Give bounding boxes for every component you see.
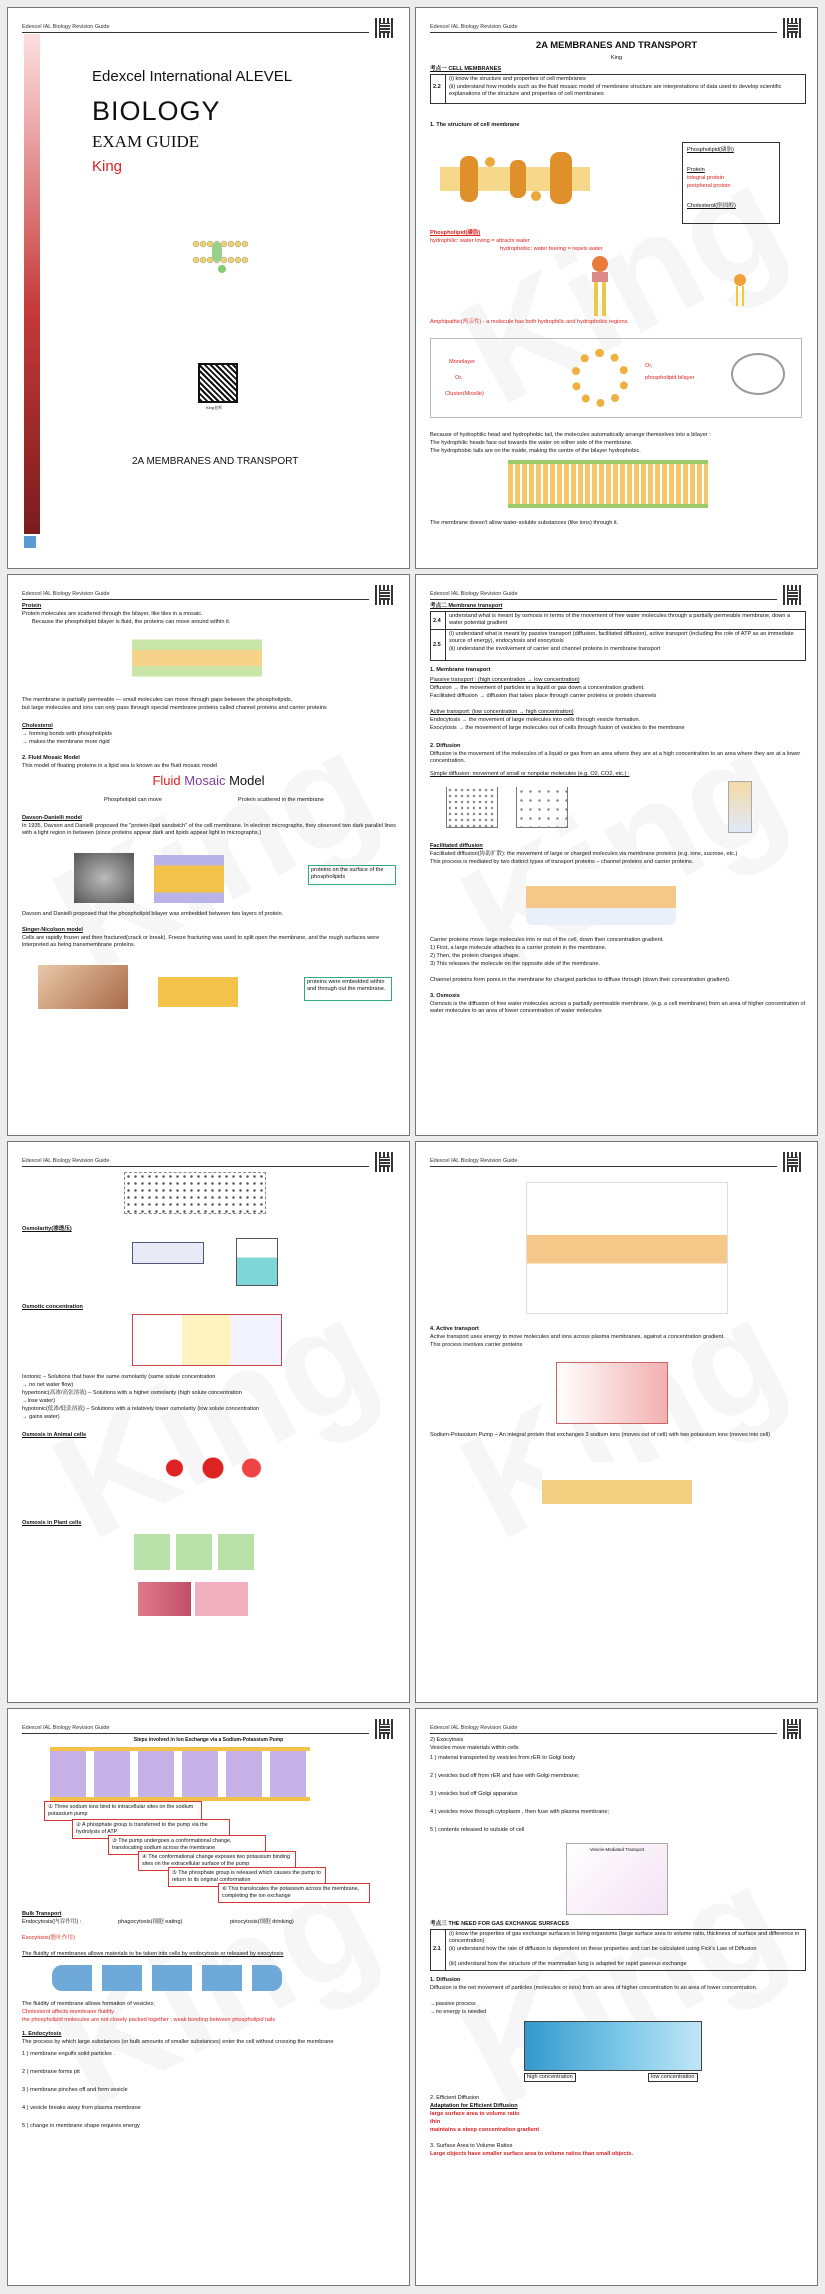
endocytosis-step: 2 ) membrane forms pit bbox=[22, 2069, 80, 2075]
page-header: Edexcel IAL Biology Revision Guide bbox=[430, 1158, 518, 1164]
page-header: Edexcel IAL Biology Revision Guide bbox=[430, 591, 518, 597]
active-carrier: This process involves carrier proteins bbox=[430, 1342, 523, 1348]
vesicle-formation-figure bbox=[52, 1965, 282, 1991]
passive-item: Facilitated diffusion → diffusion that takes place through carrier proteins or protein channels bbox=[430, 693, 657, 699]
fmm-text: This model of floating proteins in a lipid sea is known as the fluid mosaic model bbox=[22, 763, 218, 769]
spec-item: (i) know the structure and properties of cell membranes bbox=[449, 76, 586, 82]
exocytosis-step: 4 ) vesicles move through cytoplasm , then fuse with plasma membrane; bbox=[430, 1809, 610, 1815]
pinocytosis-label: pinocytosis(细胞 drinking) bbox=[230, 1919, 294, 1925]
active-item: Exocytosis → the movement of large molecules out of cells through fusion of vesicles to the membrane bbox=[430, 725, 685, 731]
qr-code bbox=[783, 585, 803, 605]
spec-number: 2.4 bbox=[433, 618, 441, 624]
fmm-mosaic: Mosaic bbox=[184, 773, 226, 788]
pump-step-2: ② A phosphate group is transferred to the pump via the hydrolysis of ATP bbox=[72, 1819, 230, 1839]
exocytosis-label: Exocytosis(胞吐作用) bbox=[22, 1935, 75, 1941]
cover-membrane-illustration bbox=[190, 236, 250, 276]
legend-box bbox=[682, 142, 780, 224]
sa-heading: 3. Surface Area to Volume Ratios bbox=[430, 2143, 513, 2149]
page-cover bbox=[7, 7, 410, 569]
cholesterol-point: → forming bonds with phospholipids bbox=[22, 731, 112, 737]
sn-text: Cells are rapidly frozen and then fractured(crack or break). Freeze fracturing was used to split open the membrane, and the rough surfaces were interpreted as being transmembrane proteins. bbox=[22, 935, 380, 949]
unit-label: 考点二 Membrane transport bbox=[430, 603, 503, 609]
figure-title: Vesicle-Mediated Transport bbox=[589, 1847, 645, 1852]
qr-code bbox=[375, 585, 395, 605]
u-tube bbox=[236, 1238, 278, 1286]
diffusion-heading: 1. Diffusion bbox=[430, 1977, 461, 1983]
carrier-step: 2) Then, the protein changes shape. bbox=[430, 953, 520, 959]
bilayer-paragraph: Because of hydrophilic head and hydrophobic tail, the molecules automatically arrange themselves into a bilayer : bbox=[430, 432, 711, 438]
legend-protein: Protein bbox=[687, 167, 705, 173]
fmm-model: Model bbox=[229, 773, 265, 788]
transport-overview-figure bbox=[526, 1182, 728, 1314]
legend-phospholipid: Phospholipid(磷脂) bbox=[687, 147, 734, 153]
cover-line1: Edexcel International ALEVEL bbox=[92, 68, 293, 85]
heading-transport: 1. Membrane transport bbox=[430, 667, 491, 673]
diffusion-point: →passive process bbox=[430, 2001, 476, 2007]
header-rule bbox=[22, 1733, 369, 1734]
label-cluster: Cluster(Micelle) bbox=[445, 391, 484, 397]
page-header: Edexcel IAL Biology Revision Guide bbox=[22, 24, 110, 30]
spec-item: (ii) understand how models such as the fluid mosaic model of membrane structure are interpretations of data used to develop scientific explanations of the structure and properties of cell membranes bbox=[449, 84, 782, 98]
endocytosis-label: Endocytosis(内吞作用) : bbox=[22, 1919, 82, 1925]
page-6 bbox=[415, 1141, 818, 1703]
sn-heading: Singer-Nicolson model bbox=[22, 927, 83, 933]
label-low: low concentration bbox=[648, 2073, 698, 2082]
diffusion-def: Diffusion is the movement of the molecules of a liquid or gas from an area where they are at a high concentration to an area where they are at a lower concentration. bbox=[430, 751, 801, 765]
label-or: Or, bbox=[645, 363, 653, 369]
header-rule bbox=[22, 599, 369, 600]
page-header: Edexcel IAL Biology Revision Guide bbox=[22, 1725, 110, 1731]
diffusion-def: Diffusion is the net movement of particles (molecules or ions) from an area of higher concentration to an area of lower concentration. bbox=[430, 1985, 758, 1991]
dd-model-illustration bbox=[154, 855, 224, 903]
red-blood-cells bbox=[158, 1450, 268, 1510]
pump-step-5: ⑤ The phosphate group is released which causes the pump to return to its original conformation bbox=[168, 1867, 326, 1887]
cover-blue-square bbox=[24, 536, 36, 548]
qr-code bbox=[375, 1719, 395, 1739]
spec-table bbox=[430, 74, 806, 104]
adaptation-point: thin bbox=[430, 2119, 441, 2125]
unit-label: 考点一 CELL MEMBRANES bbox=[430, 66, 502, 72]
exocytosis-step: 2 ) vesicles bud off from rER and fuse with Golgi membrane; bbox=[430, 1773, 580, 1779]
carrier-step: 1) First, a large molecule attaches to a carrier protein in the membrane. bbox=[430, 945, 607, 951]
carrier-step: 3) This releases the molecule on the opposite side of the membrane. bbox=[430, 961, 600, 967]
cover-author: King bbox=[92, 158, 123, 175]
adaptation-heading: Adaptation for Efficient Diffusion bbox=[430, 2103, 518, 2109]
hydrophobic-def: hydrophobic: water fearing = repels water bbox=[500, 246, 603, 252]
qr-code bbox=[375, 18, 395, 38]
spec-item: understand what is meant by osmosis in terms of the movement of free water molecules through a partially permeable membrane, down a water potential gradient bbox=[449, 613, 791, 627]
vesicle-transport-figure bbox=[566, 1843, 668, 1915]
page-3 bbox=[7, 574, 410, 1136]
author-name: King bbox=[610, 55, 623, 61]
spec-table bbox=[430, 1929, 806, 1971]
header-rule bbox=[22, 1166, 369, 1167]
pump-steps-figure bbox=[50, 1747, 310, 1801]
header-rule bbox=[430, 1733, 777, 1734]
cover-qr-caption: King老师 bbox=[206, 405, 223, 410]
cover-gradient-bar bbox=[24, 34, 40, 534]
micelle-ring bbox=[571, 349, 629, 407]
isotonic-def: Isotonic – Solutions that have the same osmolarity (same solute concentration bbox=[22, 1374, 216, 1380]
hypertonic-def: →lose water) bbox=[22, 1398, 55, 1404]
label-high: high concentration bbox=[524, 2073, 576, 2082]
page-2 bbox=[415, 7, 818, 569]
bilayer-strip bbox=[508, 460, 708, 508]
legend-peripheral: peripheral protein bbox=[687, 183, 731, 189]
protein-text: Because the phospholipid bilayer is fluid, the proteins can move around within it. bbox=[32, 619, 231, 625]
fmm-caption: Protein scattered in the membrane bbox=[238, 797, 324, 803]
hypotonic-def: hypotonic(低渗/低张溶液) – Solutions with a relatively lower osmolarity (low solute concentration bbox=[22, 1406, 260, 1412]
fd-text: Facilitated diffusion(协助扩散): the movement of large or charged molecules via membrane proteins (e.g. ions, sucrose, etc.) bbox=[430, 851, 738, 857]
phospholipid-symbol bbox=[726, 272, 766, 308]
page-header: Edexcel IAL Biology Revision Guide bbox=[430, 1725, 518, 1731]
endocytosis-step: 1 ) membrane engulfs solid particles . bbox=[22, 2051, 115, 2057]
exocytosis-heading: 2) Exocytosis bbox=[430, 1737, 464, 1743]
sn-model-illustration bbox=[158, 967, 238, 1017]
exocytosis-step: 1 ) material transported by vesicles from rER to Golgi body bbox=[430, 1755, 576, 1761]
fmm-title bbox=[8, 773, 409, 789]
isotonic-def: → no net water flow) bbox=[22, 1382, 74, 1388]
active-text bbox=[430, 1334, 806, 1341]
pump-step-4: ④ The conformational change exposes two potassium binding sites on the extracellular surface of the pump bbox=[138, 1851, 296, 1871]
label-monolayer: Monolayer bbox=[449, 359, 476, 365]
pump-step-6: ⑥ This translocates the potassium across the membrane, completing the ion exchange bbox=[218, 1883, 370, 1903]
bulk-heading: Bulk Transport bbox=[22, 1911, 62, 1917]
qr-code bbox=[783, 1719, 803, 1739]
sn-note-box bbox=[304, 977, 392, 1001]
bilayer-loop bbox=[731, 353, 785, 395]
concentration-figure bbox=[524, 2021, 702, 2071]
spec-number: 2.2 bbox=[433, 84, 441, 90]
passive-item: Diffusion → the movement of particles in a liquid or gas down a concentration gradient. bbox=[430, 685, 645, 691]
phospholipid-heading: Phospholipid(磷脂) bbox=[430, 230, 481, 236]
fmm-fluid: Fluid bbox=[152, 773, 181, 788]
spec-item: (ii) understand how the rate of diffusion is dependent on these properties and can be calculated using Fick's Law of Diffusion bbox=[449, 1946, 757, 1952]
diffusion-gradient-figure bbox=[728, 781, 752, 833]
cholesterol-point: → makes the membrane more rigid bbox=[22, 739, 110, 745]
diffusion-beaker bbox=[446, 787, 498, 828]
membrane-diagram bbox=[440, 132, 600, 222]
adaptation-point: large surface area to volume ratio bbox=[430, 2111, 520, 2117]
sodium-potassium-text: Sodium-Potassium Pump – An integral protein that exchanges 3 sodium ions (moves out of cell) with two potassium ions (moves into cell) bbox=[430, 1432, 771, 1438]
osmosis-beakers bbox=[124, 1172, 266, 1214]
hypotonic-def: → gains water) bbox=[22, 1414, 60, 1420]
bilayer-paragraph: The hydrophilic heads face out towards the water on either side of the membrane. bbox=[430, 440, 633, 446]
dd-text: In 1935, Davson and Danielli proposed the "protein-lipid sandwich" of the cell membrane. In electron micrographs, they observed two dark parallel lines with a light region in between (since proteins appear dark and lipids appear light in micrographs.) bbox=[22, 823, 396, 837]
hydrophilic-def: hydrophilic: water loving = attracts water bbox=[430, 238, 530, 244]
osm-conc-heading: Osmotic concentration bbox=[22, 1304, 83, 1310]
qr-code bbox=[375, 1152, 395, 1172]
page-header: Edexcel IAL Biology Revision Guide bbox=[430, 24, 518, 30]
spec-item: (ii) understand the involvement of carrier and channel proteins in membrane transport bbox=[449, 646, 661, 652]
cholesterol-heading: Cholesterol bbox=[22, 723, 53, 729]
page-header: Edexcel IAL Biology Revision Guide bbox=[22, 591, 110, 597]
protein-heading: Protein bbox=[22, 603, 42, 609]
endocytosis-def: The process by which large substances (or bulk amounts of smaller substances) enter the cell without crossing the membrane bbox=[22, 2039, 334, 2045]
heading-osmosis: 3. Osmosis bbox=[430, 993, 460, 999]
tonicity-figure bbox=[132, 1314, 282, 1366]
osmolarity-heading: Osmolarity(渗透压) bbox=[22, 1226, 72, 1232]
header-rule bbox=[430, 599, 777, 600]
active-def: Active transport uses energy to move molecules and ions across plasma membranes, against a concentration gradient. bbox=[430, 1334, 725, 1340]
active-item: Endocytosis → the movement of large molecules into cells through vesicle formation. bbox=[430, 717, 641, 723]
fmm-caption: Phospholipid can move bbox=[104, 797, 162, 803]
cover-qr-code bbox=[198, 363, 238, 403]
freeze-fracture-illustration bbox=[38, 965, 128, 1009]
pump-step-3: ③ The pump undergoes a conformational change, translocating sodium across the membrane bbox=[108, 1835, 266, 1855]
watermark bbox=[27, 1264, 402, 1573]
animal-heading: Osmosis in Animal cells bbox=[22, 1432, 87, 1438]
qr-code bbox=[783, 18, 803, 38]
endocytosis-step: 4 ) vesicle breaks away from plasma membrane bbox=[22, 2105, 141, 2111]
sa-text: Large objects have smaller surface area to volume ratios than small objects. bbox=[430, 2151, 634, 2157]
fmm-heading: 2. Fluid Mosaic Model bbox=[22, 755, 80, 761]
header-rule bbox=[430, 1166, 777, 1167]
page-header: Edexcel IAL Biology Revision Guide bbox=[22, 1158, 110, 1164]
fluid-mosaic-illustration bbox=[132, 629, 262, 687]
active-text bbox=[430, 1342, 522, 1349]
unit-label: 考点三 THE NEED FOR GAS EXCHANGE SURFACES bbox=[430, 1921, 569, 1927]
osmolarity-formula bbox=[132, 1242, 204, 1264]
spec-item: (i) know the properties of gas exchange surfaces in living organisms (large surface area to volume ratio, thickness of surface and difference in concentration) bbox=[449, 1931, 800, 1945]
exocytosis-step: 3 ) vesicles bud off Golgi apparatus bbox=[430, 1791, 518, 1797]
dd-heading: Davson-Danielli model bbox=[22, 815, 82, 821]
micelle-figure bbox=[430, 338, 802, 418]
fluidity-point: the phospholipid molecules are not closely packed together ; weak bonding between phospholipid tails bbox=[22, 2017, 276, 2023]
exocytosis-intro: Vesicles move materials within cells bbox=[430, 1745, 519, 1751]
endocytosis-heading: 1. Endocytosis bbox=[22, 2031, 62, 2037]
page-5 bbox=[7, 1141, 410, 1703]
dd-note: proteins on the surface of the phospholipids bbox=[311, 867, 384, 881]
diffusion-point: →no energy is needed bbox=[430, 2009, 487, 2015]
fluidity-text: The fluidity of membranes allows materials to be taken into cells by endocytosis or released by exocytosis bbox=[22, 1951, 284, 1957]
amphipathic-text: Amphipathic(两亲性) - a molecule has both hydrophilic and hydrophobic regions. bbox=[430, 319, 629, 325]
page-7 bbox=[7, 1708, 410, 2286]
fd-text: This process is mediated by two distinct types of transport proteins – channel proteins and carrier proteins. bbox=[430, 859, 694, 865]
heading-diffusion: 2. Diffusion bbox=[430, 743, 461, 749]
osmosis-def: Osmosis is the diffusion of free water molecules across a partially permeable membrane, (e.g. a cell membrane) from an area of higher concentration of water molecules to an area of lower concentration of water molecules bbox=[430, 1001, 806, 1015]
efficient-heading: 2. Efficient Diffusion bbox=[430, 2095, 480, 2101]
phagocytosis-label: phagocytosis(细胞 eating) bbox=[118, 1919, 183, 1925]
header-rule bbox=[430, 32, 777, 33]
pump-step-1: ① Three sodium ions bind to intracellular sites on the sodium potassium pump bbox=[44, 1801, 202, 1821]
cover-exam-guide: EXAM GUIDE bbox=[92, 132, 200, 151]
simple-diffusion: Simple diffusion: movement of small or nonpolar molecules (e.g. O2, CO2, etc.) : bbox=[430, 771, 630, 777]
dd-note-box bbox=[308, 865, 396, 885]
active-gradient-figure bbox=[556, 1362, 668, 1424]
header-rule bbox=[22, 32, 369, 33]
plant-heading: Osmosis in Plant cells bbox=[22, 1520, 82, 1526]
section-title: 2A MEMBRANES AND TRANSPORT bbox=[535, 40, 698, 51]
fluidity-point: The fluidity of membrane allows formation of vesicles; bbox=[22, 2001, 155, 2007]
spec-item: (iii) understand how the structure of the mammalian lung is adapted for rapid gaseous exchange bbox=[449, 1961, 687, 1967]
fluidity-point: Cholesterol affects membrane fluidity bbox=[22, 2009, 114, 2015]
fd-heading: Facilitated diffusion bbox=[430, 843, 483, 849]
channel-text: Channel proteins form pores in the membrane for charged particles to diffuse through (down their concentration gradient). bbox=[430, 977, 731, 983]
diffusion-beaker bbox=[516, 787, 568, 828]
endocytosis-step: 3 ) membrane pinches off and form vesicle bbox=[22, 2087, 128, 2093]
label-or: Or, bbox=[455, 375, 463, 381]
label-bilayer: phospholipid bilayer bbox=[645, 375, 695, 381]
plant-micrograph bbox=[138, 1582, 248, 1616]
bilayer-paragraph: The hydrophobic tails are on the inside, making the centre of the bilayer hydrophobic. bbox=[430, 448, 641, 454]
heading-structure: 1. The structure of cell membrane bbox=[430, 122, 520, 128]
plant-cells bbox=[134, 1534, 254, 1570]
heading-active: 4. Active transport bbox=[430, 1326, 479, 1332]
passive-transport: Passive transport : (high concentration → low concentration) bbox=[430, 677, 580, 683]
amphipathic-def bbox=[430, 319, 629, 326]
exocytosis-step: 5 ) contents released to outside of cell bbox=[430, 1827, 525, 1833]
spec-number: 2.5 bbox=[433, 642, 441, 648]
legend-integral: integral protein bbox=[687, 175, 725, 181]
em-micrograph bbox=[74, 853, 134, 903]
fd-illustration bbox=[526, 869, 676, 925]
partial-permeability: The membrane is partially permeable — small molecules can move through gaps between the phospholipids, bbox=[22, 697, 293, 703]
spec-item: (i) understand what is meant by passive transport (diffusion, facilitated diffusion), active transport (including the role of ATP as an immediate source of energy), endocytosis and exocytosis bbox=[449, 631, 794, 645]
endocytosis-step: 5 ) change in membrane shape requires energy bbox=[22, 2123, 140, 2129]
carrier-text: Carrier proteins move large molecules into or out of the cell, down their concentration gradient. bbox=[430, 937, 664, 943]
dd-text: Davson and Danielli proposed that the phospholipid bilayer was embedded between two layers of protein. bbox=[22, 911, 284, 917]
spec-number: 2.1 bbox=[433, 1946, 441, 1952]
qr-code bbox=[783, 1152, 803, 1172]
spec-table bbox=[430, 611, 806, 661]
page-8 bbox=[415, 1708, 818, 2286]
cover-biology: BIOLOGY bbox=[92, 96, 221, 126]
phospholipid-diagram bbox=[566, 254, 636, 320]
cover-topic: 2A MEMBRANES AND TRANSPORT bbox=[132, 456, 299, 467]
sn-note: proteins were embedded within and through out the membrane. bbox=[307, 979, 386, 993]
partial-permeability: but large molecules and ions can only pass through special membrane proteins called channel proteins and carrier proteins bbox=[22, 705, 327, 711]
active-transport: Active transport: (low concentration → high concentration) bbox=[430, 709, 574, 715]
page-4 bbox=[415, 574, 818, 1136]
protein-text: Protein molecules are scattered through the bilayer, like tiles in a mosaic. bbox=[22, 611, 203, 617]
adaptation-point: maintains a steep concentration gradient bbox=[430, 2127, 540, 2133]
hypertonic-def: hypertonic(高渗/高张溶液) – Solutions with a higher osmolarity (high solute concentration bbox=[22, 1390, 242, 1396]
legend-cholesterol: Cholesterol(胆固醇) bbox=[687, 203, 736, 209]
pump-figure-title: Steps involved in Ion Exchange via a Sodium-Potassium Pump bbox=[133, 1737, 284, 1743]
na-k-pump-illustration bbox=[542, 1462, 692, 1522]
bilayer-paragraph: The membrane doesn't allow water-soluble substances (like ions) through it. bbox=[430, 520, 619, 526]
